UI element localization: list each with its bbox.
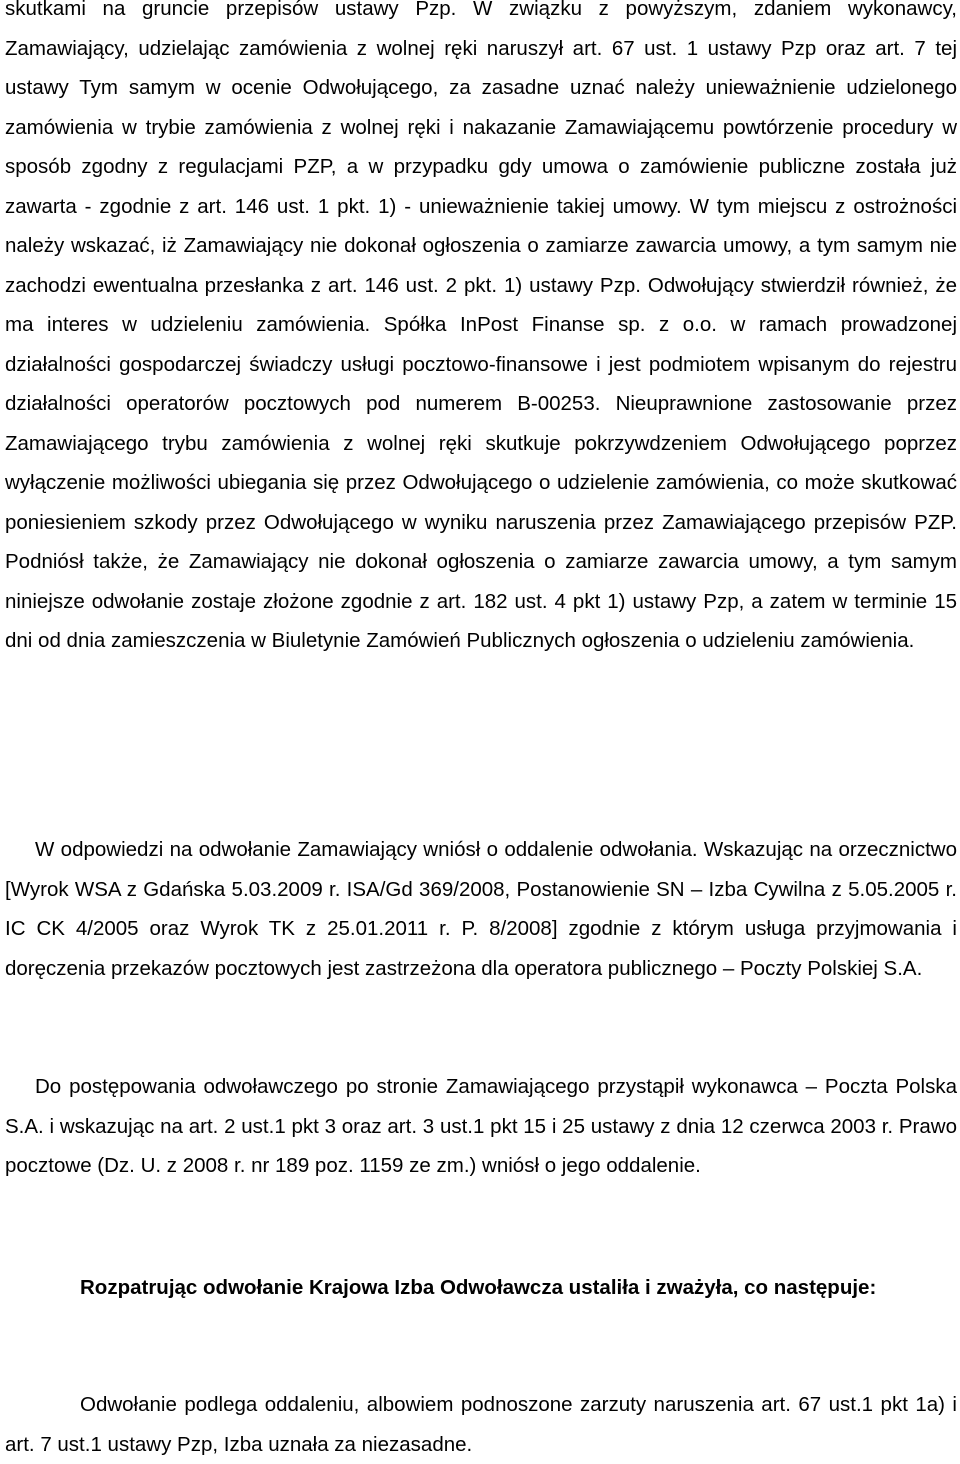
paragraph-poczta-polska-accession: Do postępowania odwoławczego po stronie Zamawiającego przystąpił wykonawca – Poczta Polska S.A. i wskazując na art. 2 ust.1 pkt 3 oraz art. 3 ust.1 pkt 15 i 25 ustawy z dnia 12 czerwca 2003 r. Prawo pocztowe (Dz. U. z 2008 r. nr 189 poz. 1159 ze zm.) wniósł o jego oddalenie. bbox=[5, 1075, 957, 1177]
paragraph-kio-heading: Rozpatrując odwołanie Krajowa Izba Odwoławcza ustaliła i zważyła, co następuje: bbox=[80, 1276, 877, 1299]
paragraph-kio-ruling: Odwołanie podlega oddaleniu, albowiem podnoszone zarzuty naruszenia art. 67 ust.1 pkt 1a) i art. 7 ust.1 ustawy Pzp, Izba uznała za niezasadne. bbox=[5, 1393, 957, 1456]
paragraph-odwolujacy-arguments: skutkami na gruncie przepisów ustawy Pzp. W związku z powyższym, zdaniem wykonawcy, Zamawiający, udzielając zamówienia z wolnej ręki naruszył art. 67 ust. 1 ustawy Pzp oraz art. 7 tej ustawy Tym samym w ocenie Odwołującego, za zasadne uznać należy unieważnienie udzielonego zamówienia w trybie zamówienia z wolnej ręki i nakazanie Zamawiającemu powtórzenie procedury w sposób zgodny z regulacjami PZP, a w przypadku gdy umowa o zamówienie publiczne została już zawarta - zgodnie z art. 146 ust. 1 pkt. 1) - unieważnienie takiej umowy. W tym miejscu z ostrożności należy wskazać, iż Zamawiający nie dokonał ogłoszenia o zamiarze zawarcia umowy, a tym samym nie zachodzi ewentualna przesłanka z art. 146 ust. 2 pkt. 1) ustawy Pzp. Odwołujący stwierdził również, że ma interes w udzieleniu zamówienia. Spółka InPost Finanse sp. z o.o. w ramach prowadzonej działalności gospodarczej świadczy usługi pocztowo-finansowe i jest podmiotem wpisanym do rejestru działalności operatorów pocztowych pod numerem B-00253. Nieuprawnione zastosowanie przez Zamawiającego trybu zamówienia z wolnej ręki skutkuje pokrzywdzeniem Odwołującego poprzez wyłączenie możliwości ubiegania się przez Odwołującego o udzielenie zamówienia, co może skutkować poniesieniem szkody przez Odwołującego w wyniku naruszenia przez Zamawiającego przepisów PZP. Podniósł także, że Zamawiający nie dokonał ogłoszenia o zamiarze zawarcia umowy, a tym samym niniejsze odwołanie zostaje złożone zgodnie z art. 182 ust. 4 pkt 1) ustawy Pzp, a zatem w terminie 15 dni od dnia zamieszczenia w Biuletynie Zamówień Publicznych ogłoszenia o udzieleniu zamówienia. bbox=[5, 0, 957, 652]
paragraph-zamawiajacy-response: W odpowiedzi na odwołanie Zamawiający wniósł o oddalenie odwołania. Wskazując na orzecznictwo [Wyrok WSA z Gdańska 5.03.2009 r. ISA/Gd 369/2008, Postanowienie SN – Izba Cywilna z 5.05.2005 r. IC CK 4/2005 oraz Wyrok TK z 25.01.2011 r. P. 8/2008] zgodnie z którym usługa przyjmowania i doręczenia przekazów pocztowych jest zastrzeżona dla operatora publicznego – Poczty Polskiej S.A. bbox=[5, 838, 957, 980]
